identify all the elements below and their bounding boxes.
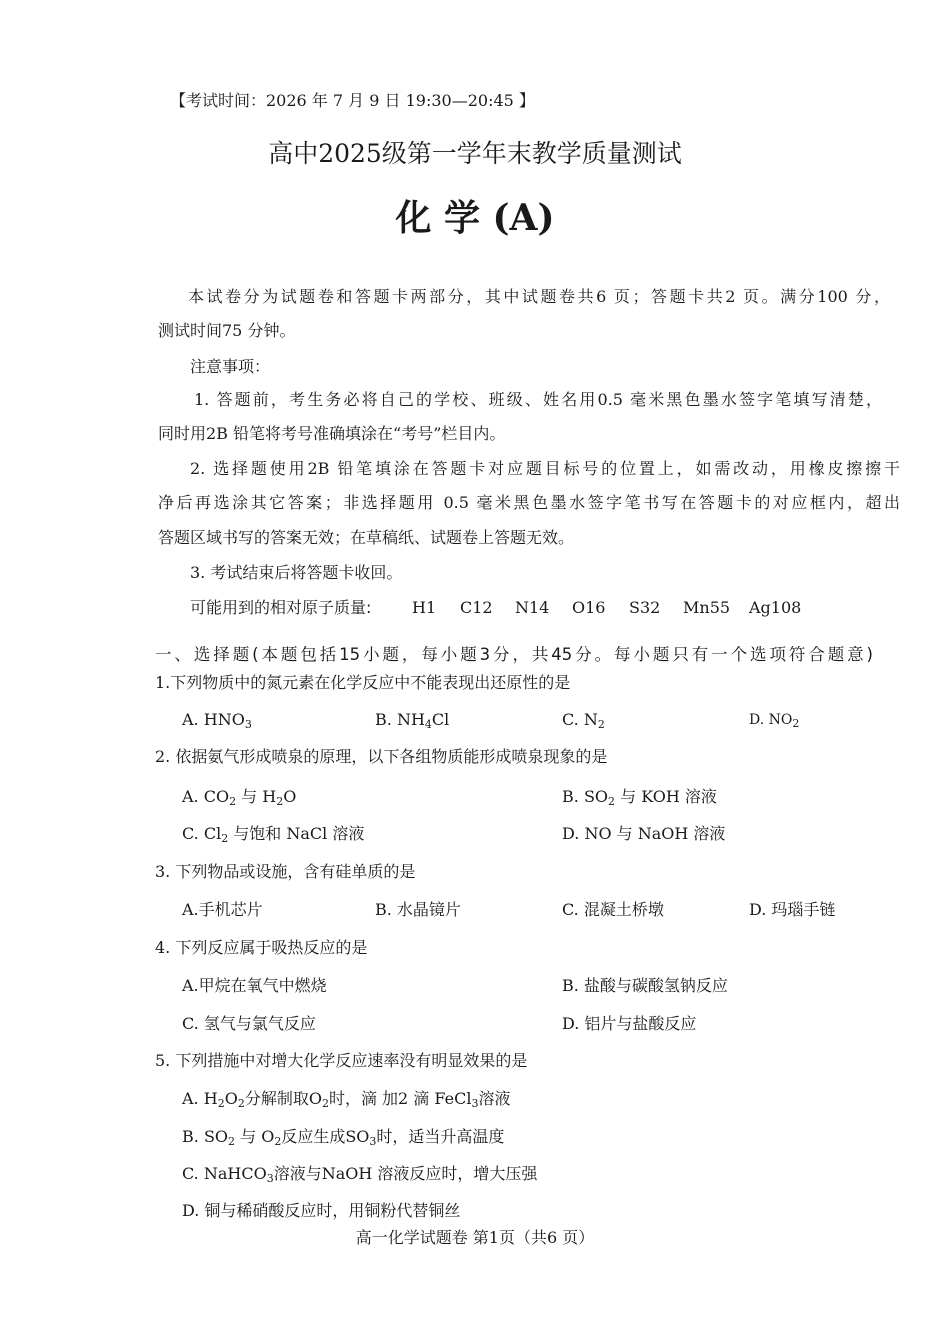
question-3-option-c: C. 混凝土桥墩 (562, 900, 664, 919)
question-3-option-b: B. 水晶镜片 (375, 900, 461, 919)
question-2-option-d: D. NO 与 NaOH 溶液 (562, 824, 726, 843)
question-1-option-a: A. $HNO_3$ (182, 710, 252, 731)
question-1-option-d: D. $NO_2$ (749, 712, 800, 730)
notice-item-2-line-3: 答题区域书写的答案无效；在草稿纸、试题卷上答题无效。 (158, 528, 575, 547)
question-2-option-b: B. $SO_2$ 与 KOH 溶液 (562, 787, 717, 808)
atomic-mass-n: N14 (515, 598, 550, 617)
subject-title: 化 学 (A) (395, 197, 555, 239)
question-4-option-b: B. 盐酸与碳酸氢钠反应 (562, 976, 728, 995)
question-1-option-c: C. $N_2$ (562, 710, 605, 731)
atomic-mass-c: C12 (460, 598, 493, 617)
question-3-option-a: A.手机芯片 (182, 900, 263, 919)
question-1-stem: 1.下列物质中的氮元素在化学反应中不能表现出还原性的是 (155, 673, 571, 692)
page-footer: 高一化学试题卷 第1页（共6 页） (355, 1228, 595, 1247)
intro-line-1: 本试卷分为试题卷和答题卡两部分，其中试题卷共6 页；答题卡共2 页。满分100 分， (188, 287, 890, 306)
atomic-mass-ag: Ag108 (749, 598, 802, 617)
notice-item-3: 3. 考试结束后将答题卡收回。 (190, 563, 403, 582)
question-3-stem: 3. 下列物品或设施，含有硅单质的是 (155, 862, 416, 881)
section-1-title: 一、选择题(本题包括15小题，每小题3分，共45分。每小题只有一个选项符合题意) (155, 645, 873, 664)
question-5-option-a: A. $H_2O_2$分解制取$O_2$时，滴 加2 滴 FeCl$_3$溶液 (182, 1089, 511, 1110)
question-1-option-b: B. $NH_4Cl$ (375, 710, 450, 731)
exam-time: 【考试时间：2026 年 7 月 9 日 19:30—20:45 】 (170, 91, 535, 110)
question-4-option-a: A.甲烷在氧气中燃烧 (182, 976, 327, 995)
notice-title: 注意事项： (190, 357, 271, 376)
notice-item-1-line-2: 同时用2B 铅笔将考号准确填涂在“考号”栏目内。 (158, 424, 506, 443)
notice-item-2-line-1: 2. 选择题使用2B 铅笔填涂在答题卡对应题目标号的位置上，如需改动，用橡皮擦擦干 (190, 459, 900, 478)
question-5-option-c: C. NaHCO$_3$溶液与NaOH 溶液反应时，增大压强 (182, 1164, 538, 1185)
atomic-mass-o: O16 (572, 598, 606, 617)
question-5-option-b: B. $SO_2$ 与 $O_2$反应生成$SO_3$时，适当升高温度 (182, 1127, 505, 1148)
notice-item-2-line-2: 净后再选涂其它答案；非选择题用 0.5 毫米黑色墨水签字笔书写在答题卡的对应框内，超出 (158, 493, 900, 512)
question-2-option-c: C. $Cl_2$ 与饱和 NaCl 溶液 (182, 824, 365, 845)
question-3-option-d: D. 玛瑙手链 (749, 900, 836, 919)
question-5-option-d: D. 铜与稀硝酸反应时，用铜粉代替铜丝 (182, 1201, 461, 1220)
exam-header-title: 高中2025级第一学年末教学质量测试 (268, 139, 682, 168)
notice-item-1-line-1: 1. 答题前，考生务必将自己的学校、班级、姓名用0.5 毫米黑色墨水签字笔填写清楚， (194, 390, 882, 409)
question-4-option-c: C. 氢气与氯气反应 (182, 1014, 316, 1033)
question-4-option-d: D. 铝片与盐酸反应 (562, 1014, 697, 1033)
question-4-stem: 4. 下列反应属于吸热反应的是 (155, 938, 368, 957)
intro-line-2: 测试时间75 分钟。 (158, 321, 296, 340)
atomic-mass-label: 可能用到的相对原子质量: (190, 598, 372, 617)
question-2-stem: 2. 依据氨气形成喷泉的原理，以下各组物质能形成喷泉现象的是 (155, 747, 608, 766)
atomic-mass-h: H1 (412, 598, 437, 617)
atomic-mass-mn: Mn55 (683, 598, 731, 617)
atomic-mass-s: S32 (629, 598, 661, 617)
question-2-option-a: A. $CO_2$ 与 $H_2O$ (182, 787, 297, 808)
question-5-stem: 5. 下列措施中对增大化学反应速率没有明显效果的是 (155, 1051, 528, 1070)
